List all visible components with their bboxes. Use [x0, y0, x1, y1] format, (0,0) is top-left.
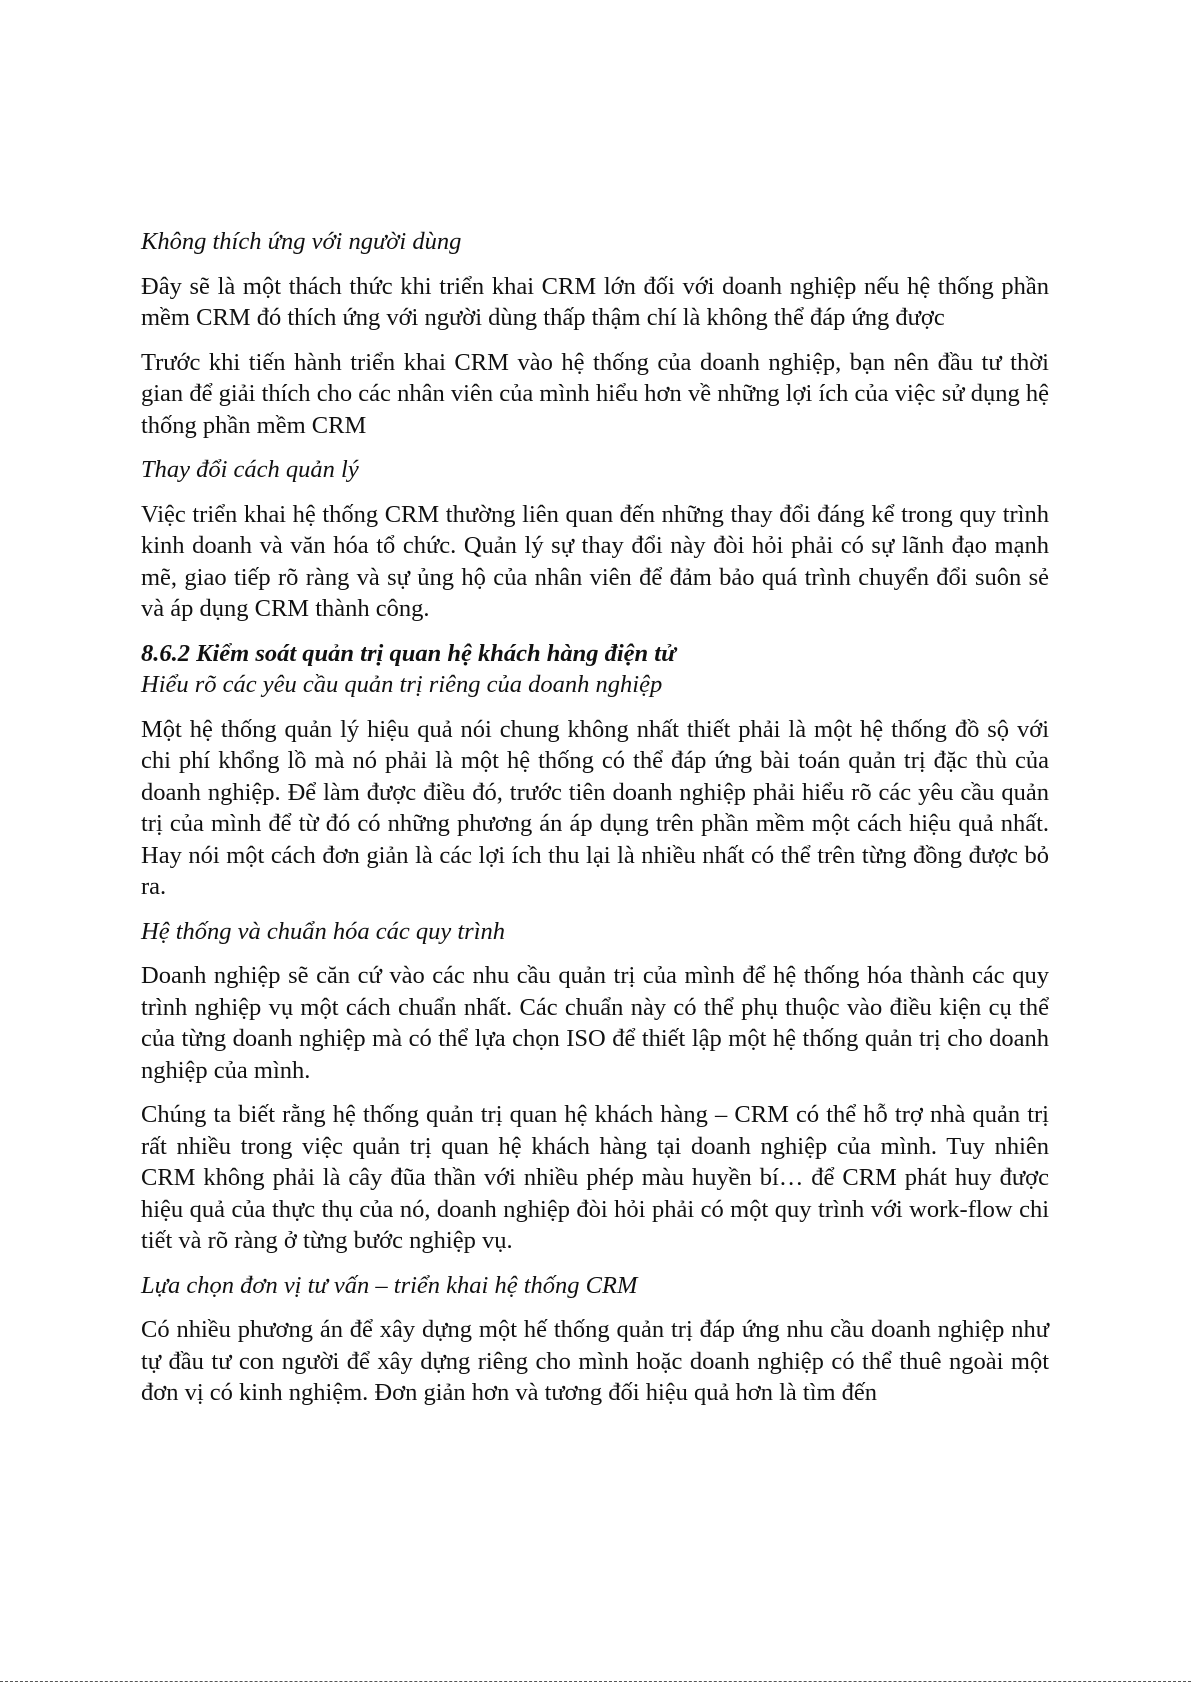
- paragraph: Việc triển khai hệ thống CRM thường liên quan đến những thay đổi đáng kể trong quy trình kinh doanh và văn hóa tổ chức. Quản lý sự thay đổi này đòi hỏi phải có sự lãnh đạo mạnh mẽ, giao tiếp rõ ràng và sự ủng hộ của nhân viên để đảm bảo quá trình chuyển đổi suôn sẻ và áp dụng CRM thành công.: [141, 500, 1049, 622]
- paragraph: Đây sẽ là một thách thức khi triển khai CRM lớn đối với doanh nghiệp nếu hệ thống phần mềm CRM đó thích ứng với người dùng thấp thậm chí là không thể đáp ứng được: [141, 272, 1049, 331]
- subheading-standardize-processes: Hệ thống và chuẩn hóa các quy trình: [141, 917, 506, 945]
- paragraph: Chúng ta biết rằng hệ thống quản trị quan hệ khách hàng – CRM có thể hỗ trợ nhà quản trị rất nhiều trong việc quản trị quan hệ khách hàng tại doanh nghiệp của mình. Tuy nhiên CRM không phải là cây đũa thần với nhiều phép màu huyền bí… để CRM phát huy được hiệu quả của thực thụ của nó, doanh nghiệp đòi hỏi phải có một quy trình với work-flow chi tiết và rõ ràng ở từng bước nghiệp vụ.: [141, 1101, 1049, 1254]
- document-body: [141, 226, 1049, 1422]
- subheading-requirements: Hiểu rõ các yêu cầu quản trị riêng của doanh nghiệp: [141, 671, 663, 698]
- paragraph: Có nhiều phương án để xây dựng một hế thống quản trị đáp ứng nhu cầu doanh nghiệp như tự đầu tư con người để xây dựng riêng cho mình hoặc doanh nghiệp có thể thuê ngoài một đơn vị có kinh nghiệm. Đơn giản hơn và tương đối hiệu quả hơn là tìm đến: [141, 1316, 1049, 1406]
- paragraph: Trước khi tiến hành triển khai CRM vào hệ thống của doanh nghiệp, bạn nên đầu tư thời gian để giải thích cho các nhân viên của mình hiểu hơn về những lợi ích của việc sử dụng hệ thống phần mềm CRM: [141, 348, 1049, 439]
- paragraph: Doanh nghiệp sẽ căn cứ vào các nhu cầu quản trị của mình để hệ thống hóa thành các quy trình nghiệp vụ một cách chuẩn nhất. Các chuẩn này có thể phụ thuộc vào điều kiện cụ thể của từng doanh nghiệp mà có thể lựa chọn ISO để thiết lập một hệ thống quản trị cho doanh nghiệp của mình.: [141, 962, 1049, 1084]
- subheading-change-management: Thay đổi cách quản lý: [141, 456, 359, 483]
- subheading-user-adaptation: Không thích ứng với người dùng: [141, 228, 462, 255]
- paragraph: Một hệ thống quản lý hiệu quả nói chung không nhất thiết phải là một hệ thống đồ sộ với chi phí khổng lồ mà nó phải là một hệ thống có thể đáp ứng bài toán quản trị đặc thù của doanh nghiệp. Để làm được điều đó, trước tiên doanh nghiệp phải hiểu rõ các yêu cầu quản trị của mình để từ đó có những phương án áp dụng trên phần mềm một cách hiệu quả nhất. Hay nói một cách đơn giản là các lợi ích thu lại là nhiều nhất có thể trên từng đồng được bỏ ra.: [141, 715, 1049, 900]
- subheading-vendor-selection: Lựa chọn đơn vị tư vấn – triển khai hệ thống CRM: [141, 1271, 638, 1299]
- page-bottom-rule: [0, 1681, 1191, 1684]
- section-title: 8.6.2 Kiểm soát quản trị quan hệ khách hàng điện tử: [141, 639, 676, 667]
